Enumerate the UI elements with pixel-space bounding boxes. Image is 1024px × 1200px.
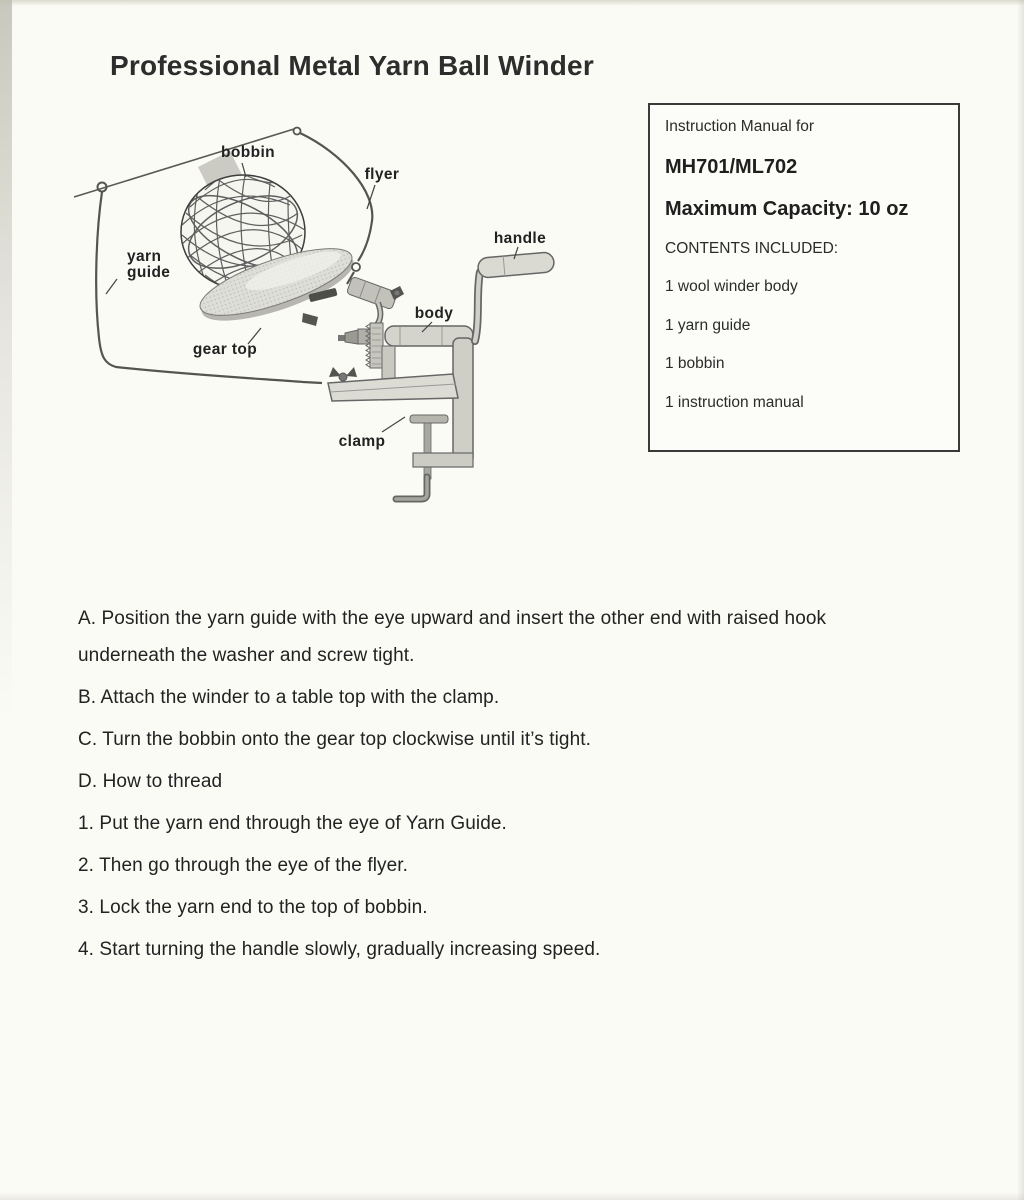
page-title: Professional Metal Yarn Ball Winder [110, 50, 594, 81]
instruction-step: 1. Put the yarn end through the eye of Yarn Guide. [78, 813, 507, 834]
diagram-label-yarn: yarn [127, 248, 162, 265]
model-number: MH701/ML702 [665, 156, 798, 178]
scan-edge-left [0, 0, 12, 760]
instruction-step: B. Attach the winder to a table top with the clamp. [78, 687, 500, 708]
max-capacity: Maximum Capacity: 10 oz [665, 198, 909, 220]
diagram-label-bobbin: bobbin [220, 144, 276, 161]
winder-illustration [60, 95, 620, 535]
scan-edge-top [0, 0, 1024, 6]
diagram-label-flyer: flyer [364, 166, 400, 183]
content-item: 1 wool winder body [665, 278, 798, 295]
diagram-label-guide: guide [127, 264, 171, 281]
content-item: 1 instruction manual [665, 393, 804, 411]
diagram-label-gear-top: gear top [192, 341, 258, 358]
info-intro: Instruction Manual for [665, 118, 815, 135]
contents-heading: CONTENTS INCLUDED: [665, 240, 839, 257]
diagram-label-clamp: clamp [338, 433, 386, 450]
crank-handle [475, 252, 555, 341]
instruction-step: 3. Lock the yarn end to the top of bobbin. [78, 897, 428, 918]
instructions-list [78, 600, 928, 973]
instruction-step: 4. Start turning the handle slowly, gradually increasing speed. [78, 939, 601, 960]
instruction-step: C. Turn the bobbin onto the gear top clockwise until it’s tight. [78, 729, 592, 750]
diagram-label-body: body [414, 305, 454, 322]
scan-edge-bottom [0, 1192, 1024, 1200]
scan-edge-right [1017, 0, 1024, 1200]
instruction-step: A. Position the yarn guide with the eye upward and insert the other end with raised hook underneath the washer and screw tight. [78, 608, 827, 666]
instruction-step: 2. Then go through the eye of the flyer. [78, 855, 409, 876]
content-item: 1 bobbin [665, 355, 725, 372]
instruction-step: D. How to thread [78, 771, 223, 792]
bobbin-hub [346, 276, 404, 326]
info-box [648, 103, 960, 452]
content-item: 1 yarn guide [665, 316, 751, 334]
product-diagram [60, 95, 620, 535]
diagram-label-handle: handle [493, 230, 547, 247]
